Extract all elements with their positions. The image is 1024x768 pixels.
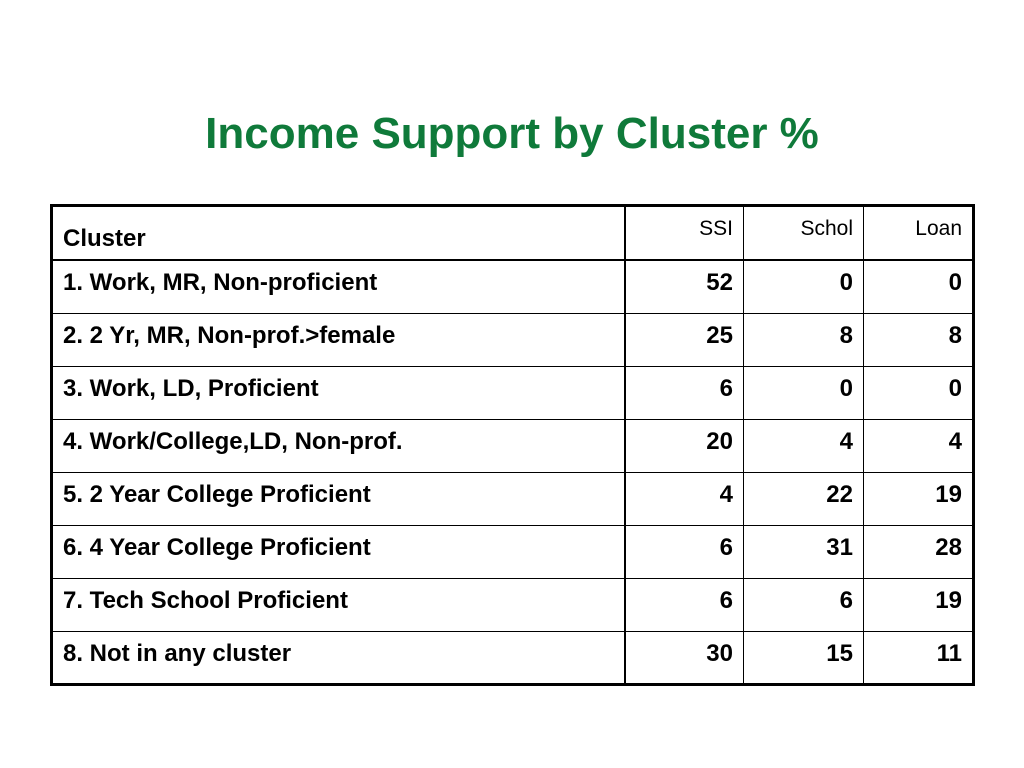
row-loan: 0 — [864, 366, 974, 419]
row-schol: 0 — [744, 260, 864, 313]
row-label: 4. Work/College,LD, Non-prof. — [52, 419, 625, 472]
row-ssi: 52 — [625, 260, 744, 313]
row-label: 6. 4 Year College Proficient — [52, 525, 625, 578]
table-row — [52, 419, 974, 472]
row-loan: 4 — [864, 419, 974, 472]
row-label: 8. Not in any cluster — [52, 631, 625, 684]
table-row — [52, 472, 974, 525]
row-schol: 0 — [744, 366, 864, 419]
row-schol: 22 — [744, 472, 864, 525]
slide-title: Income Support by Cluster % — [205, 109, 819, 158]
row-schol: 6 — [744, 578, 864, 631]
header-ssi: SSI — [625, 206, 744, 261]
row-loan: 8 — [864, 313, 974, 366]
row-loan: 28 — [864, 525, 974, 578]
table-header-row — [52, 206, 974, 261]
row-label: 5. 2 Year College Proficient — [52, 472, 625, 525]
row-schol: 8 — [744, 313, 864, 366]
row-label: 7. Tech School Proficient — [52, 578, 625, 631]
row-loan: 19 — [864, 578, 974, 631]
row-label: 3. Work, LD, Proficient — [52, 366, 625, 419]
row-schol: 15 — [744, 631, 864, 684]
row-schol: 4 — [744, 419, 864, 472]
row-ssi: 6 — [625, 578, 744, 631]
row-schol: 31 — [744, 525, 864, 578]
header-schol: Schol — [744, 206, 864, 261]
header-cluster: Cluster — [52, 206, 625, 261]
row-loan: 0 — [864, 260, 974, 313]
table-row — [52, 313, 974, 366]
row-ssi: 25 — [625, 313, 744, 366]
row-label: 1. Work, MR, Non-proficient — [52, 260, 625, 313]
table-row — [52, 366, 974, 419]
table-row — [52, 631, 974, 684]
row-ssi: 6 — [625, 366, 744, 419]
table-row — [52, 578, 974, 631]
row-ssi: 4 — [625, 472, 744, 525]
row-ssi: 20 — [625, 419, 744, 472]
row-ssi: 30 — [625, 631, 744, 684]
income-support-table — [50, 204, 975, 686]
row-ssi: 6 — [625, 525, 744, 578]
row-label: 2. 2 Yr, MR, Non-prof.>female — [52, 313, 625, 366]
table-row — [52, 525, 974, 578]
row-loan: 19 — [864, 472, 974, 525]
row-loan: 11 — [864, 631, 974, 684]
header-loan: Loan — [864, 206, 974, 261]
table-row — [52, 260, 974, 313]
